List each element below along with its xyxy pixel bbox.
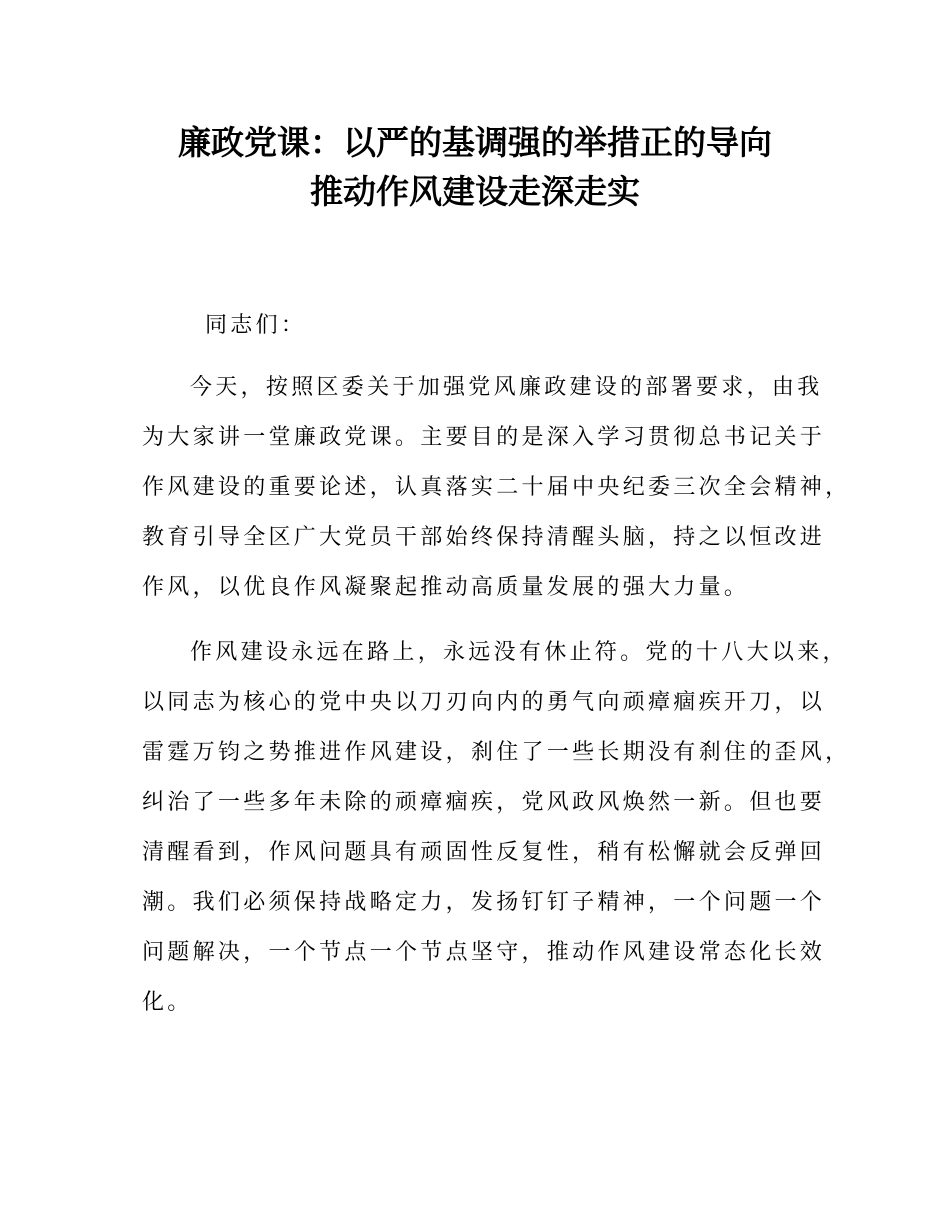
- document-title-line-2: 推动作风建设走深走实: [310, 172, 640, 211]
- paragraph-line: 化。: [142, 990, 193, 1015]
- paragraph-line: 以同志为核心的党中央以刀刃向内的勇气向顽瘴痼疾开刀，以: [142, 690, 826, 715]
- document-title-line-1: 廉政党课：以严的基调强的举措正的导向: [178, 123, 772, 162]
- paragraph-line: 纠治了一些多年未除的顽瘴痼疾，党风政风焕然一新。但也要: [142, 790, 826, 815]
- paragraph-line: 为大家讲一堂廉政党课。主要目的是深入学习贯彻总书记关于: [142, 425, 826, 450]
- paragraph-line: 作风建设永远在路上，永远没有休止符。党的十八大以来，: [190, 640, 848, 665]
- paragraph-line: 雷霆万钧之势推进作风建设，刹住了一些长期没有刹住的歪风，: [142, 740, 851, 765]
- paragraph-line: 今天，按照区委关于加强党风廉政建设的部署要求，由我: [190, 375, 823, 400]
- paragraph-line: 问题解决，一个节点一个节点坚守，推动作风建设常态化长效: [142, 940, 826, 965]
- paragraph-line: 作风建设的重要论述，认真落实二十届中央纪委三次全会精神，: [142, 475, 851, 500]
- salutation: 同志们：: [205, 313, 307, 338]
- paragraph-line: 清醒看到，作风问题具有顽固性反复性，稍有松懈就会反弹回: [142, 840, 826, 865]
- paragraph-line: 潮。我们必须保持战略定力，发扬钉钉子精神，一个问题一个: [142, 890, 826, 915]
- paragraph-line: 作风，以优良作风凝聚起推动高质量发展的强大力量。: [142, 575, 750, 600]
- paragraph-line: 教育引导全区广大党员干部始终保持清醒头脑，持之以恒改进: [142, 525, 826, 550]
